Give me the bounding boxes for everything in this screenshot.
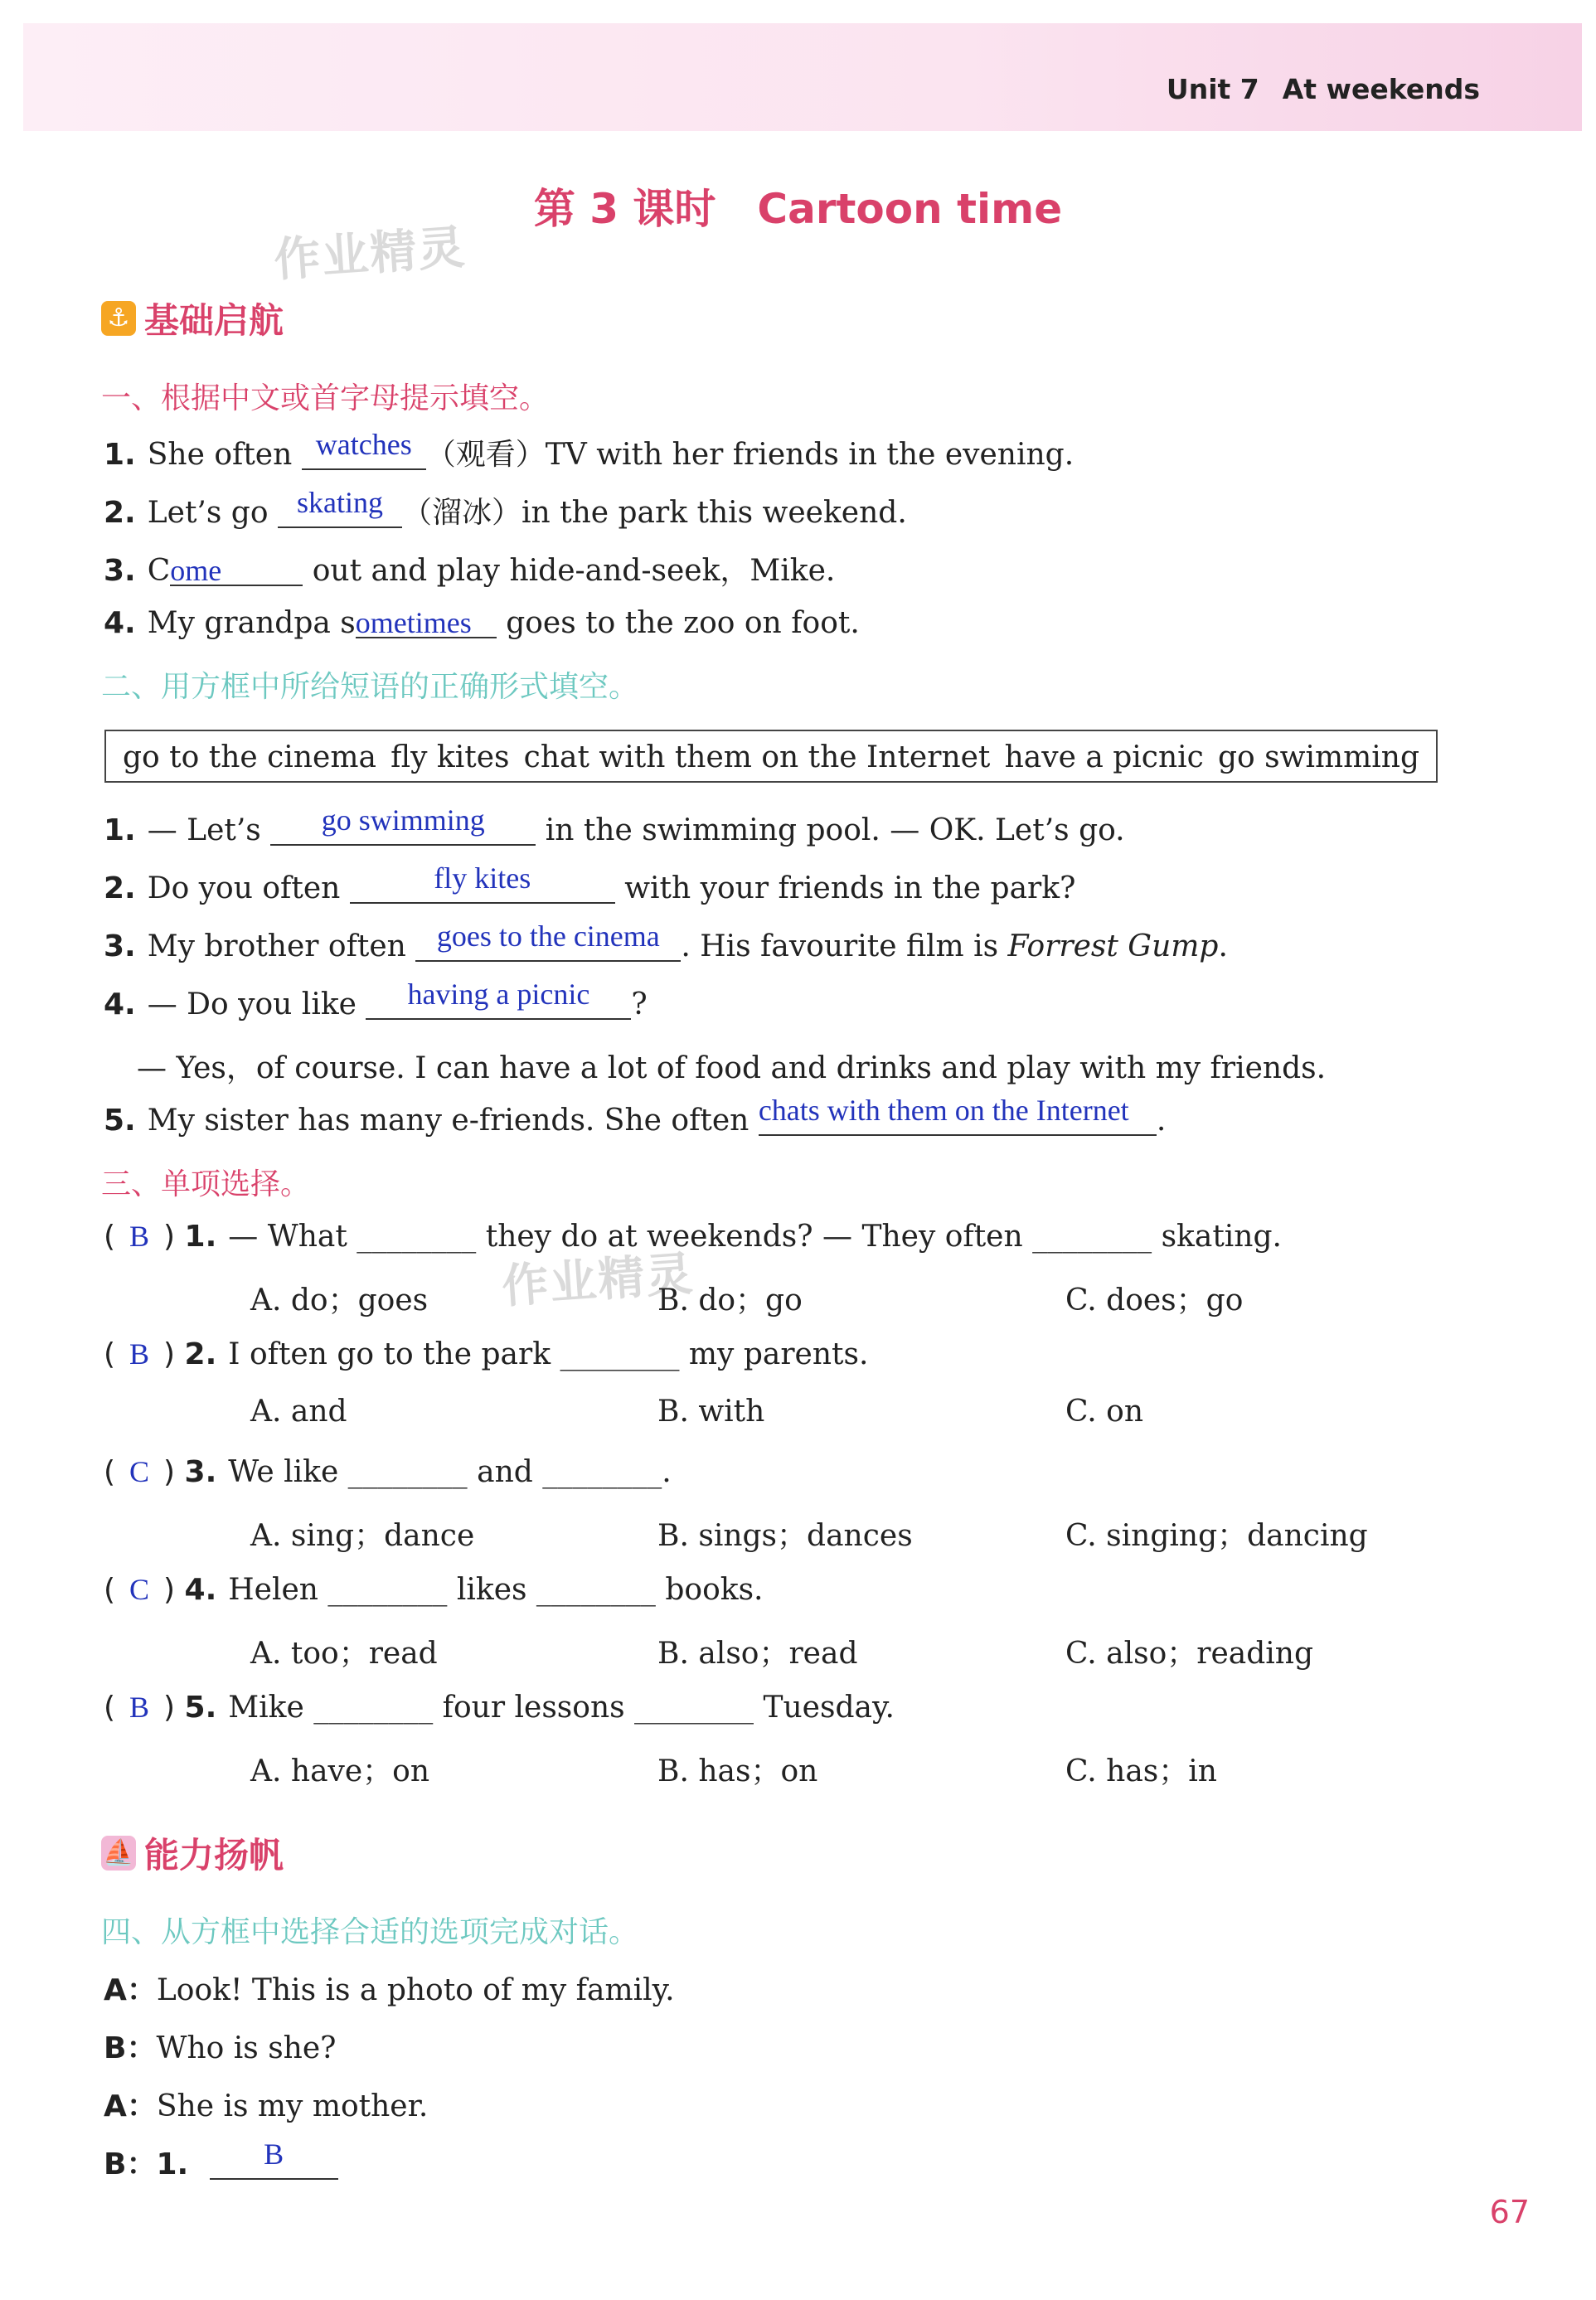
answer-blank[interactable]: ometimes [356, 605, 497, 638]
option-c[interactable]: C. on [1065, 1395, 1144, 1429]
part-title: 四、从方框中选择合适的选项完成对话。 [101, 1915, 639, 1949]
option-a[interactable]: A. sing；dance [250, 1519, 475, 1553]
choice-answer[interactable]: C [129, 1455, 150, 1488]
option-b[interactable]: B. also；read [657, 1637, 858, 1671]
watermark: 作业精灵 [500, 1246, 696, 1315]
sail-icon: ⛵ [101, 1836, 136, 1871]
watermark: 作业精灵 [272, 220, 468, 289]
unit-title: At weekends [1282, 73, 1480, 105]
option-b[interactable]: B. sings；dances [657, 1519, 913, 1553]
phrase-box [104, 730, 1438, 783]
choice-item: ( B ) 2. I often go to the park ________ my parents. [104, 1337, 869, 1371]
unit-header [1167, 73, 1480, 105]
option-b[interactable]: B. do；go [657, 1283, 803, 1317]
answer-blank[interactable]: watches [302, 437, 426, 470]
option-a[interactable]: A. do；goes [250, 1283, 429, 1317]
lesson-number: 第 3 课时 [533, 185, 716, 233]
fill-item: 4. — Do you like having a picnic ? [104, 978, 648, 1021]
answer-blank[interactable]: having a picnic [366, 987, 631, 1020]
choice-item: ( B ) 1. — What ________ they do at weekends? — They often ________ skating. [104, 1220, 1282, 1254]
option-a[interactable]: A. have；on [250, 1754, 430, 1788]
part-title: 一、根据中文或首字母提示填空。 [101, 381, 550, 415]
section-ability [101, 1828, 284, 1878]
fill-item: 2. Let’s go skating （溜冰）in the park this weekend. [104, 486, 907, 530]
answer-blank[interactable]: B [210, 2147, 338, 2180]
choice-answer[interactable]: B [129, 1691, 150, 1724]
phrase: have a picnic [1004, 740, 1204, 774]
answer-blank[interactable]: goes to the cinema [415, 929, 681, 962]
fill-item: 3. My brother often goes to the cinema . His favourite film is Forrest Gump. [104, 920, 1228, 963]
choice-answer[interactable]: B [129, 1220, 150, 1253]
choice-item: ( B ) 5. Mike ________ four lessons ________ Tuesday. [104, 1691, 895, 1725]
section-title: 基础启航 [144, 300, 284, 341]
phrase: go swimming [1218, 740, 1419, 774]
answer-blank[interactable]: chats with them on the Internet [759, 1103, 1157, 1136]
option-b[interactable]: B. with [657, 1395, 765, 1429]
section-title: 能力扬帆 [144, 1835, 284, 1875]
dialogue-line: A：She is my mother. [104, 2089, 429, 2123]
unit-number: Unit 7 [1166, 73, 1259, 105]
option-a[interactable]: A. and [250, 1395, 347, 1429]
answer-blank[interactable]: fly kites [350, 871, 615, 904]
fill-item: 5. My sister has many e-friends. She often chats with them on the Internet . [104, 1094, 1167, 1138]
answer-blank[interactable]: ome [170, 553, 303, 586]
fill-item: 1. — Let’s go swimming in the swimming pool. — OK. Let’s go. [104, 803, 1125, 847]
fill-item: 3. Come out and play hide-and-seek，Mike. [104, 554, 836, 588]
phrase: chat with them on the Internet [523, 740, 991, 774]
choice-item: ( C ) 4. Helen ________ likes ________ books. [104, 1573, 764, 1607]
part-title: 三、单项选择。 [101, 1167, 311, 1201]
fill-item: 2. Do you often fly kites with your friends in the park? [104, 861, 1076, 905]
fill-item: 1. She often watches （观看）TV with her friends in the evening. [104, 428, 1075, 472]
option-c[interactable]: C. also；reading [1065, 1637, 1314, 1671]
answer-blank[interactable]: skating [278, 495, 402, 528]
dialogue-line: B：1. B [104, 2141, 338, 2183]
choice-answer[interactable]: C [129, 1573, 150, 1606]
phrase: fly kites [391, 740, 510, 774]
option-c[interactable]: C. singing；dancing [1065, 1519, 1368, 1553]
lesson-name: Cartoon time [757, 185, 1063, 233]
option-c[interactable]: C. has；in [1065, 1754, 1217, 1788]
option-c[interactable]: C. does；go [1065, 1283, 1244, 1317]
option-a[interactable]: A. too；read [250, 1637, 438, 1671]
anchor-icon: ⚓ [101, 301, 136, 336]
part-title: 二、用方框中所给短语的正确形式填空。 [101, 670, 639, 704]
option-b[interactable]: B. has；on [657, 1754, 818, 1788]
answer-blank[interactable]: go swimming [270, 813, 536, 846]
dialogue-line: A：Look! This is a photo of my family. [104, 1973, 675, 2007]
dialogue-line: B：Who is she? [104, 2031, 337, 2065]
page-number: 67 [1489, 2194, 1530, 2230]
choice-item: ( C ) 3. We like ________ and ________. [104, 1455, 672, 1489]
section-basic [101, 294, 284, 343]
choice-answer[interactable]: B [129, 1337, 150, 1371]
phrase: go to the cinema [123, 740, 376, 774]
dialogue-line: — Yes，of course. I can have a lot of food and drinks and play with my friends. [137, 1051, 1327, 1085]
lesson-title [0, 176, 1596, 235]
fill-item: 4. My grandpa sometimes goes to the zoo on foot. [104, 606, 860, 640]
